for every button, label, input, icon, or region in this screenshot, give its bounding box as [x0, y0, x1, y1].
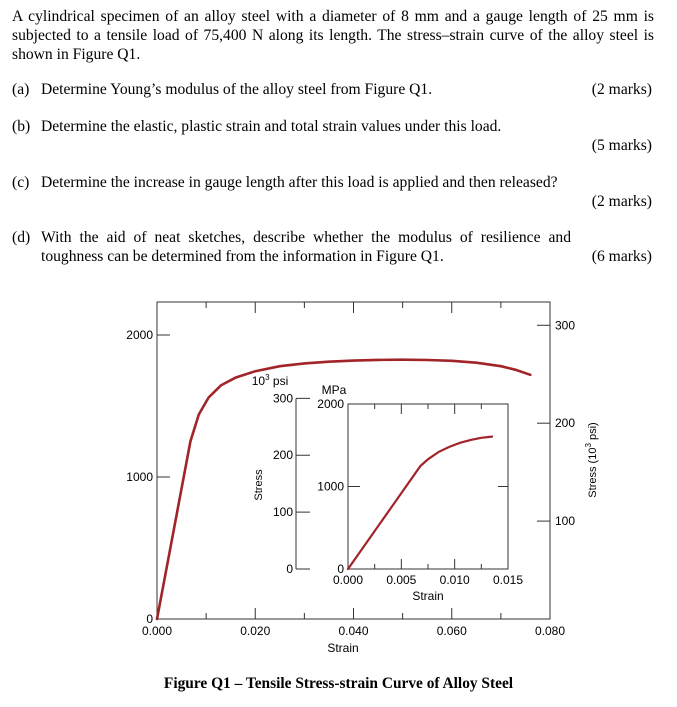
inset-axis-labels — [273, 391, 523, 587]
question-b-marks: (5 marks) — [591, 137, 652, 154]
main-y-tick-label: 0 — [146, 612, 153, 626]
main-x-tick-label: 0.000 — [141, 624, 173, 638]
main-x-tick-label: 0.060 — [436, 624, 467, 638]
inset-psi-tick-label: 100 — [272, 505, 293, 520]
main-right-y-tick-label: 200 — [555, 416, 576, 431]
question-d-marks: (6 marks) — [591, 248, 652, 265]
question-c-label: (c) — [12, 174, 30, 191]
inset-psi-tick-label: 300 — [272, 391, 293, 406]
main-x-axis-title: Strain — [327, 641, 359, 655]
stress-strain-chart — [0, 290, 677, 690]
inset-plot-frame — [348, 404, 508, 569]
inset-x-axis-title: Strain — [412, 589, 444, 603]
figure-caption: Figure Q1 – Tensile Stress-strain Curve of Alloy Steel — [163, 675, 514, 692]
main-right-y-axis-title — [584, 422, 599, 497]
inset-stress-strain-curve — [348, 437, 492, 569]
main-plot-frame — [157, 302, 550, 619]
question-d-label: (d) — [12, 229, 31, 246]
question-b-label: (b) — [12, 118, 31, 135]
inset-psi-unit — [252, 373, 289, 388]
inset-y-tick-label: 0 — [337, 562, 344, 576]
main-x-tick-label: 0.020 — [240, 624, 271, 638]
inset-psi-tick-label: 200 — [272, 448, 293, 463]
main-right-y-tick-label: 300 — [555, 318, 576, 333]
main-x-tick-label: 0.040 — [338, 624, 369, 638]
question-d-text: With the aid of neat sketches, describe whether the modulus of resilience and toughness can be determined from the information in Figure Q1. — [41, 229, 571, 265]
question-a-label: (a) — [12, 81, 30, 98]
inset-x-tick-label: 0.000 — [332, 573, 364, 587]
inset-psi-tick-label: 0 — [286, 562, 293, 576]
inset-x-tick-label: 0.005 — [386, 573, 417, 587]
problem-intro: A cylindrical specimen of an alloy steel with a diameter of 8 mm and a gauge length of 25 mm is subjected to a tensile load of 75,400 N along its length. The stress–strain curve of the alloy steel is shown in Figure Q1. — [12, 8, 654, 63]
question-a-text: Determine Young’s modulus of the alloy steel from Figure Q1. — [41, 81, 433, 98]
question-c-text: Determine the increase in gauge length after this load is applied and then released? — [41, 174, 558, 191]
inset-y-axis-title: Stress — [253, 469, 265, 501]
inset-x-tick-label: 0.010 — [439, 573, 470, 587]
main-right-y-title-suffix: psi) — [587, 422, 599, 444]
main-x-tick-label: 0.080 — [534, 624, 566, 638]
question-b-text: Determine the elastic, plastic strain and total strain values under this load. — [41, 118, 502, 135]
inset-psi-unit-exp: 3 — [265, 373, 270, 382]
inset-x-tick-label: 0.015 — [492, 573, 524, 587]
main-y-tick-label: 1000 — [126, 470, 153, 484]
inset-psi-unit-prefix: 10 — [251, 374, 266, 388]
inset-psi-unit-suffix: psi — [269, 374, 289, 388]
main-right-y-tick-label: 100 — [555, 514, 576, 529]
inset-mpa-unit: MPa — [321, 383, 347, 397]
inset-y-tick-label: 2000 — [317, 397, 344, 411]
main-right-y-title-prefix: Stress (10 — [587, 447, 599, 498]
main-y-tick-label: 2000 — [126, 328, 153, 342]
inset-y-tick-label: 1000 — [317, 479, 344, 494]
main-right-y-title-exp: 3 — [584, 443, 593, 448]
question-a-marks: (2 marks) — [591, 81, 652, 98]
question-c-marks: (2 marks) — [591, 193, 652, 210]
main-axis-ticks — [157, 302, 550, 619]
